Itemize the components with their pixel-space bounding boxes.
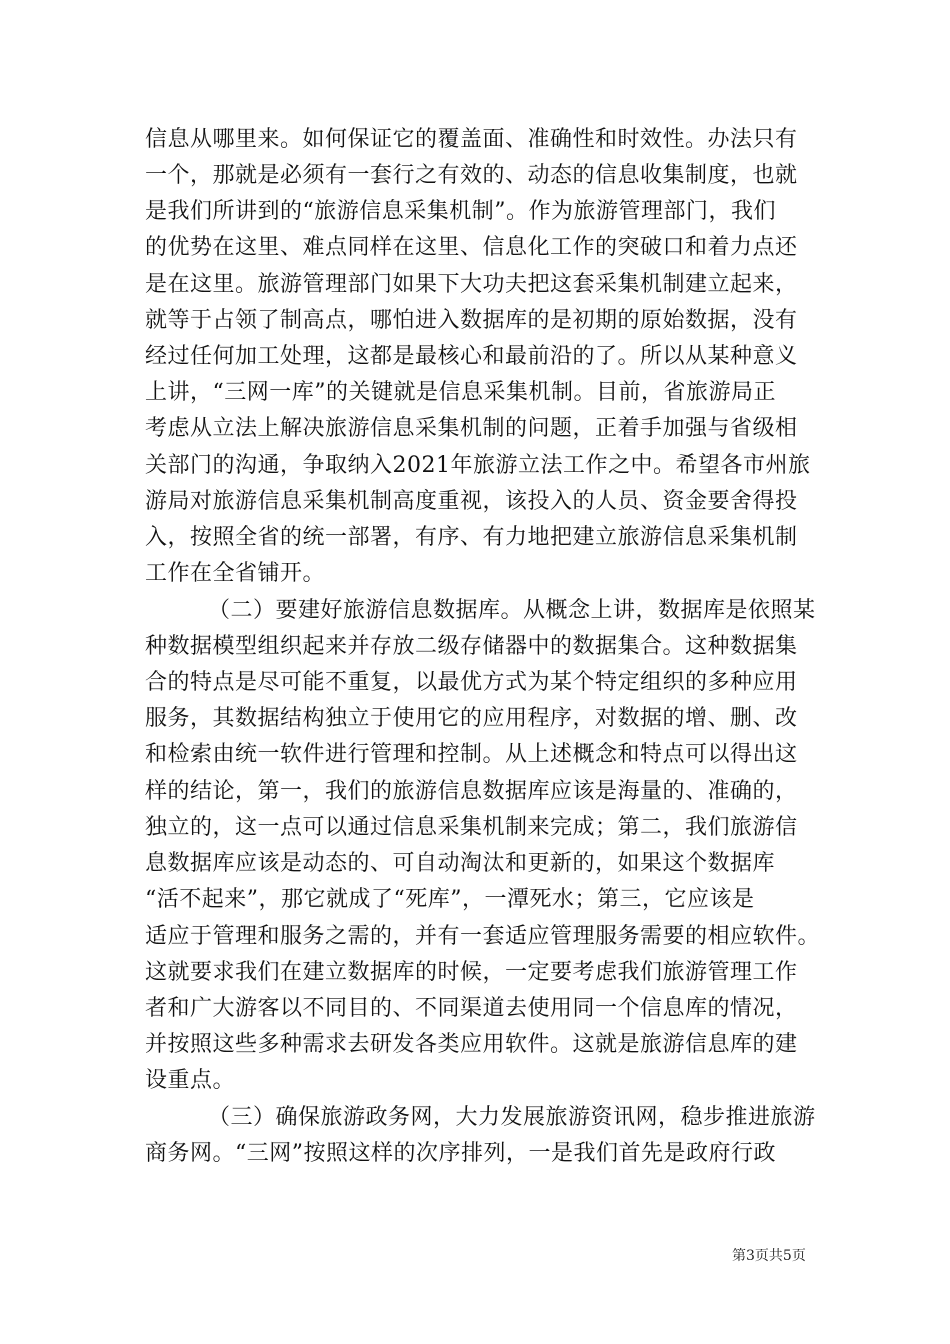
paragraph-heading-2: （二）要建好旅游信息数据库。从概念上讲，数据库是依照某 (208, 598, 816, 623)
text-line: 商务网。“三网”按照这样的次序排列，一是我们首先是政府行政 (145, 1141, 776, 1166)
text-line: 适应于管理和服务之需的，并有一套适应管理服务需要的相应软件。 (145, 924, 821, 949)
text-line: 设重点。 (145, 1068, 236, 1093)
text-line: 游局对旅游信息采集机制高度重视，该投入的人员、资金要舍得投 (145, 489, 798, 514)
text-line: 样的结论，第一，我们的旅游信息数据库应该是海量的、准确的， (145, 779, 798, 804)
text-line: 种数据模型组织起来并存放二级存储器中的数据集合。这种数据集 (145, 634, 798, 659)
text-line: 是我们所讲到的“旅游信息采集机制”。作为旅游管理部门，我们 (145, 199, 776, 224)
text-line: 的优势在这里、难点同样在这里、信息化工作的突破口和着力点还 (145, 235, 798, 260)
text-line: 考虑从立法上解决旅游信息采集机制的问题，正着手加强与省级相 (145, 416, 798, 441)
text-line: 服务，其数据结构独立于使用它的应用程序，对数据的增、删、改 (145, 706, 798, 731)
text-line: 并按照这些多种需求去研发各类应用软件。这就是旅游信息库的建 (145, 1032, 798, 1057)
text-line: 一个，那就是必须有一套行之有效的、动态的信息收集制度，也就 (145, 163, 798, 188)
text-line: 工作在全省铺开。 (145, 561, 326, 586)
text-line: 上讲，“三网一库”的关键就是信息采集机制。目前，省旅游局正 (145, 380, 776, 405)
text-line: 独立的，这一点可以通过信息采集机制来完成；第二，我们旅游信 (145, 815, 798, 840)
page-number: 第3页共5页 (732, 1248, 806, 1264)
text-line: 这就要求我们在建立数据库的时候，一定要考虑我们旅游管理工作 (145, 960, 798, 985)
text-line: 信息从哪里来。如何保证它的覆盖面、准确性和时效性。办法只有 (145, 127, 798, 152)
text-line: “活不起来”，那它就成了“死库”，一潭死水；第三，它应该是 (145, 887, 755, 912)
text-line: 入，按照全省的统一部署，有序、有力地把建立旅游信息采集机制 (145, 525, 798, 550)
text-line: 关部门的沟通，争取纳入2021年旅游立法工作之中。希望各市州旅 (145, 453, 811, 478)
text-line: 就等于占领了制高点，哪怕进入数据库的是初期的原始数据，没有 (145, 308, 798, 333)
text-line: 和检索由统一软件进行管理和控制。从上述概念和特点可以得出这 (145, 742, 798, 767)
text-line: 合的特点是尽可能不重复，以最优方式为某个特定组织的多种应用 (145, 670, 798, 695)
text-line: 息数据库应该是动态的、可自动淘汰和更新的，如果这个数据库 (145, 851, 776, 876)
text-line: 经过任何加工处理，这都是最核心和最前沿的了。所以从某种意义 (145, 344, 798, 369)
text-line: 是在这里。旅游管理部门如果下大功夫把这套采集机制建立起来， (145, 272, 798, 297)
text-line: 者和广大游客以不同目的、不同渠道去使用同一个信息库的情况， (145, 996, 798, 1021)
paragraph-heading-3: （三）确保旅游政务网，大力发展旅游资讯网，稳步推进旅游 (208, 1105, 816, 1130)
